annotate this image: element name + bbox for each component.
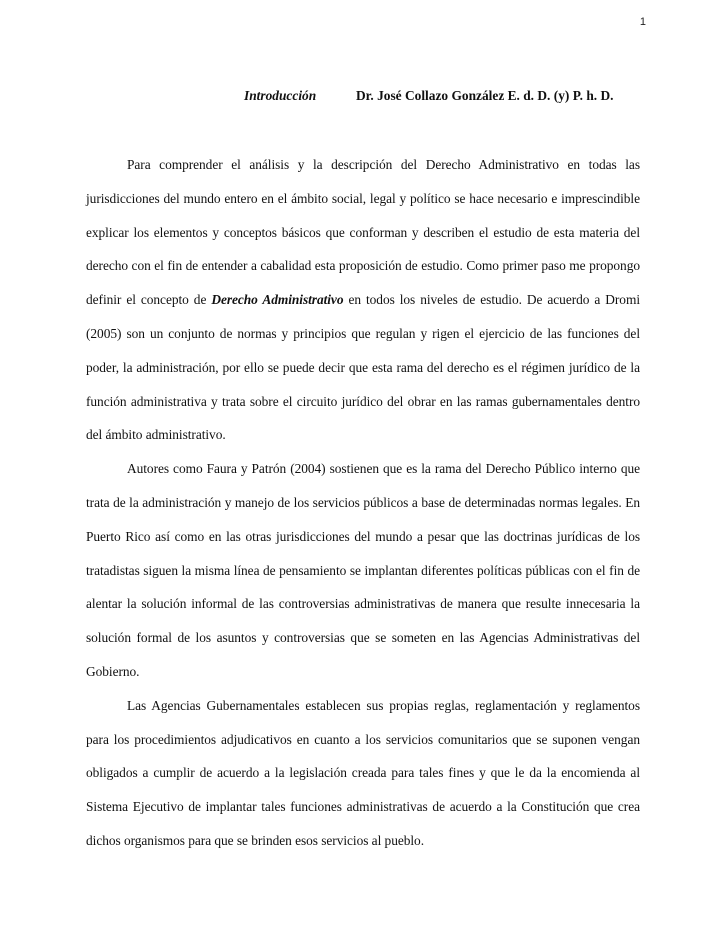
section-title: Introducción [244,88,317,103]
page-number: 1 [639,16,646,28]
paragraph-2: Autores como Faura y Patrón (2004) sostienen que es la rama del Derecho Público interno que trata de la administración y manejo de los servicios públicos a base de determinadas normas legales. En Puerto Rico así como en las otras jurisdicciones del mundo a pesar que las doctrinas jurídicas de los tratadistas siguen la misma línea de pensamiento se implantan diferentes políticas públicas con el fin de alentar la solución informal de las controversias administrativas de manera que resulte innecesaria la solución formal de los asuntos y controversias que se someten en las Agencias Administrativas del Gobierno. [86,461,640,679]
document-body [86,148,640,858]
paragraph-1-text-a: Para comprender el análisis y la descripción del Derecho Administrativo en todas las jurisdicciones del mundo entero en el ámbito social, legal y político se hace necesario e imprescindible explicar los elementos y conceptos básicos que conforman y describen el estudio de esta materia del derecho con el fin de entender a cabalidad esta proposición de estudio. Como primer paso me propongo definir el concepto de [86,157,640,308]
paragraph-1-text-b: en todos los niveles de estudio. De acuerdo a Dromi (2005) son un conjunto de normas y principios que regulan y rigen el ejercicio de las funciones del poder, la administración, por ello se puede decir que esta rama del derecho es el régimen jurídico de la función administrativa y trata sobre el circuito jurídico del obrar en las ramas gubernamentales dentro del ámbito administrativo. [86,292,640,443]
paragraph-1 [86,148,640,452]
paragraph-3: Las Agencias Gubernamentales establecen sus propias reglas, reglamentación y reglamentos para los procedimientos adjudicativos en cuanto a los servicios comunitarios que se suponen vengan obligados a cumplir de acuerdo a la legislación creada para tales fines y que le da la encomienda al Sistema Ejecutivo de implantar tales funciones administrativas de acuerdo a la Constitución que crea dichos organismos para que se brinden esos servicios al pueblo. [86,697,640,848]
emphasized-term: Derecho Administrativo [211,292,344,308]
author-line: Dr. José Collazo González E. d. D. (y) P. h. D. [356,88,614,103]
